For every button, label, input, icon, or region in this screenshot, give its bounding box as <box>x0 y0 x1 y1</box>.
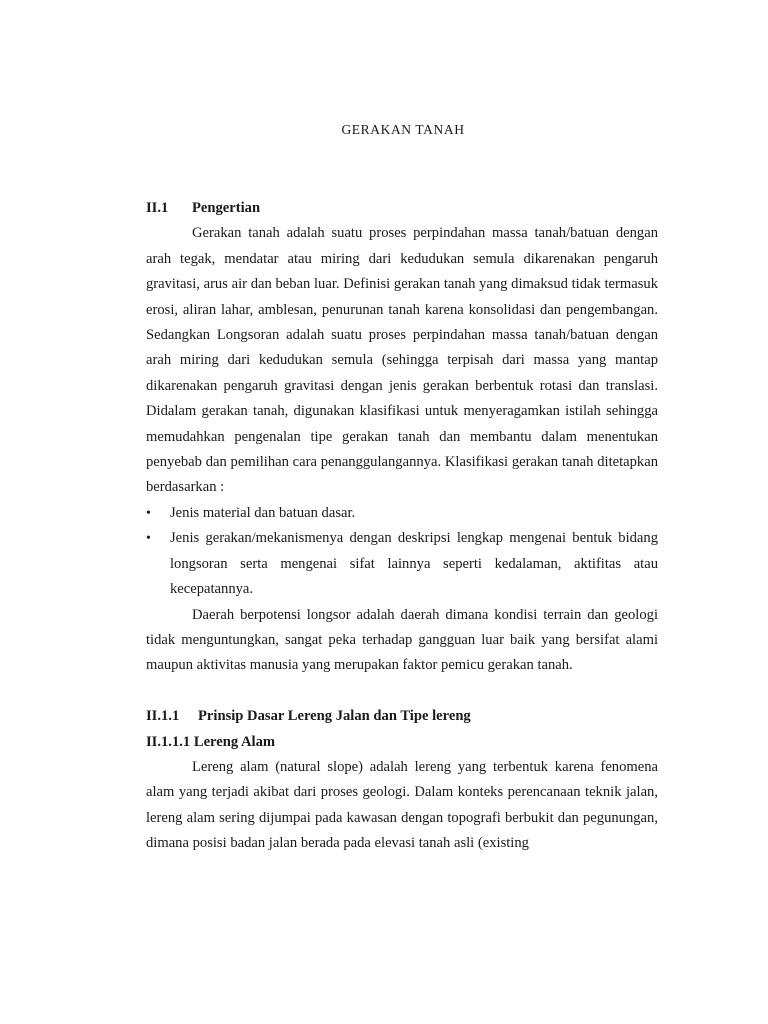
section-number: II.1.1 <box>146 708 180 725</box>
section-title: Pengertian <box>192 200 261 216</box>
paragraph-definition: Gerakan tanah adalah suatu proses perpindahan massa tanah/batuan dengan arah tegak, mendatar atau miring dari kedudukan semula dikarenakan pengaruh gravitasi, arus air dan beban luar. Definisi gerakan tanah yang dimaksud tidak termasuk erosi, aliran lahar, amblesan, penurunan tanah karena konsolidasi dan pengembangan. Sedangkan Longsoran adalah suatu proses perpindahan massa tanah/batuan dengan arah miring dari kedudukan semula (sehingga terpisah dari massa yang mantap dikarenakan pengaruh gravitasi dengan jenis gerakan berbentuk rotasi dan translasi. Didalam gerakan tanah, digunakan klasifikasi untuk menyeragamkan istilah sehingga memudahkan pengenalan tipe gerakan tanah dan membantu dalam menentukan penyebab dan pemilihan cara penanggulangannya. Klasifikasi gerakan tanah ditetapkan berdasarkan : <box>146 225 658 496</box>
section-number: II.1 <box>146 200 169 216</box>
document-body <box>146 196 658 857</box>
list-item <box>146 501 658 526</box>
section-title: Prinsip Dasar Lereng Jalan dan Tipe lereng <box>198 708 471 725</box>
section-heading-pengertian <box>146 196 658 221</box>
section-heading-prinsip-dasar <box>146 704 658 729</box>
paragraph-landslide-area: Daerah berpotensi longsor adalah daerah dimana kondisi terrain dan geologi tidak menguntungkan, sangat peka terhadap gangguan luar baik yang bersifat alami maupun aktivitas manusia yang merupakan faktor pemicu gerakan tanah. <box>146 606 658 674</box>
bullet-icon: • <box>146 505 151 521</box>
bullet-icon: • <box>146 531 151 547</box>
list-item-text: Jenis material dan batuan dasar. <box>170 504 356 521</box>
subsection-heading-lereng-alam: II.1.1.1 Lereng Alam <box>146 733 276 750</box>
paragraph-lereng-alam: Lereng alam (natural slope) adalah lereng yang terbentuk karena fenomena alam yang terjadi akibat dari proses geologi. Dalam konteks perencanaan teknik jalan, lereng alam sering dijumpai pada kawasan dengan topografi berbukit dan pegunungan, dimana posisi badan jalan berada pada elevasi tanah asli (existing <box>146 758 658 852</box>
list-item-text: Jenis gerakan/mekanismenya dengan deskripsi lengkap mengenai bentuk bidang longsoran serta mengenai sifat lainnya seperti kedalaman, aktifitas atau kecepatannya. <box>170 530 658 598</box>
chapter-title: GERAKAN TANAH <box>341 122 465 137</box>
classification-list <box>146 501 658 603</box>
list-item <box>146 526 658 602</box>
spacer <box>146 679 658 704</box>
